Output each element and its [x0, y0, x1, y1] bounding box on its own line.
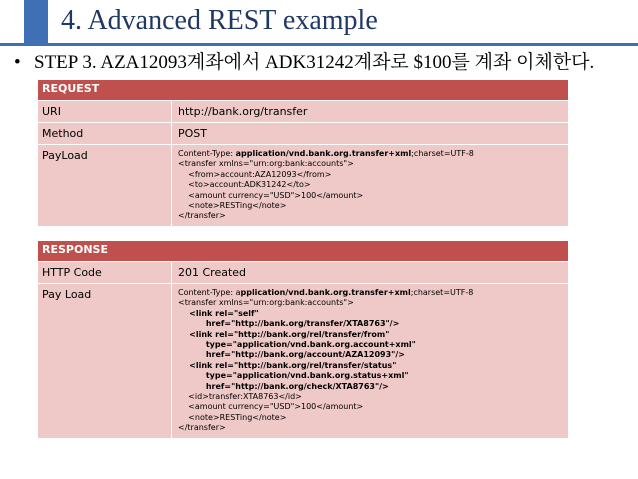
payload-key: Pay Load — [38, 284, 172, 439]
payload-line: <transfer xmlns="urn:org:bank:accounts"> — [178, 159, 354, 169]
payload-line: <amount currency="USD">100</amount> — [178, 402, 364, 412]
payload-line: </transfer> — [178, 423, 226, 433]
bullet-text: STEP 3. AZA12093계좌에서 ADK31242계좌로 $100를 계좌 이체한다. — [34, 52, 595, 73]
request-header-row — [38, 80, 569, 101]
content-type-media: application/vnd.bank.org.transfer+xml — [235, 149, 412, 158]
payload-line: <link rel="self" — [178, 308, 259, 318]
payload-line: <link rel="http://bank.org/rel/transfer/from" — [178, 329, 390, 339]
table-row — [38, 145, 569, 227]
table-row — [38, 101, 569, 123]
slide-title: 4. Advanced REST example — [61, 5, 378, 36]
response-header: RESPONSE — [38, 241, 569, 262]
request-payload — [172, 145, 569, 227]
content-type-prefix: Content-Type: — [178, 149, 236, 158]
table-row — [38, 123, 569, 145]
content-type-prefix: Content-Type: a — [178, 288, 241, 297]
http-code-key: HTTP Code — [38, 262, 172, 284]
uri-value: http://bank.org/transfer — [172, 101, 569, 123]
payload-line: type="application/vnd.bank.org.status+xml" — [178, 371, 409, 381]
content-type-media: pplication/vnd.bank.org.transfer+xml — [240, 288, 411, 297]
payload-line: <note>RESTing</note> — [178, 201, 287, 211]
method-key: Method — [38, 123, 172, 145]
table-row — [38, 262, 569, 284]
title-accent-bar — [24, 0, 48, 44]
content-type-charset: ;charset=UTF-8 — [410, 288, 474, 297]
title-divider — [0, 43, 638, 46]
payload-line: href="http://bank.org/account/AZA12093"/> — [178, 350, 405, 360]
content-type-charset: ;charset=UTF-8 — [411, 149, 474, 158]
payload-line: <transfer xmlns="urn:org:bank:accounts"> — [178, 298, 354, 308]
response-header-row — [38, 241, 569, 262]
payload-line: <from>account:AZA12093</from> — [178, 169, 332, 179]
bullet-symbol: • — [14, 52, 21, 73]
payload-line: <link rel="http://bank.org/rel/transfer/status" — [178, 360, 397, 370]
uri-key: URI — [38, 101, 172, 123]
method-value: POST — [172, 123, 569, 145]
payload-line: <amount currency="USD">100</amount> — [178, 190, 364, 200]
http-code-value: 201 Created — [172, 262, 569, 284]
payload-line: <id>transfer:XTA8763</id> — [178, 392, 302, 402]
payload-line: <note>RESTing</note> — [178, 412, 287, 422]
payload-line: href="http://bank.org/check/XTA8763"/> — [178, 381, 389, 391]
payload-line: </transfer> — [178, 211, 226, 221]
request-header: REQUEST — [38, 80, 569, 101]
payload-line: <to>account:ADK31242</to> — [178, 180, 311, 190]
response-payload — [172, 284, 569, 439]
payload-line: href="http://bank.org/transfer/XTA8763"/> — [178, 319, 400, 329]
payload-key: PayLoad — [38, 145, 172, 227]
step-bullet — [6, 51, 594, 75]
payload-line: type="application/vnd.bank.org.account+xml" — [178, 340, 416, 350]
table-row — [38, 284, 569, 439]
request-table — [37, 79, 569, 227]
response-table — [37, 240, 569, 439]
